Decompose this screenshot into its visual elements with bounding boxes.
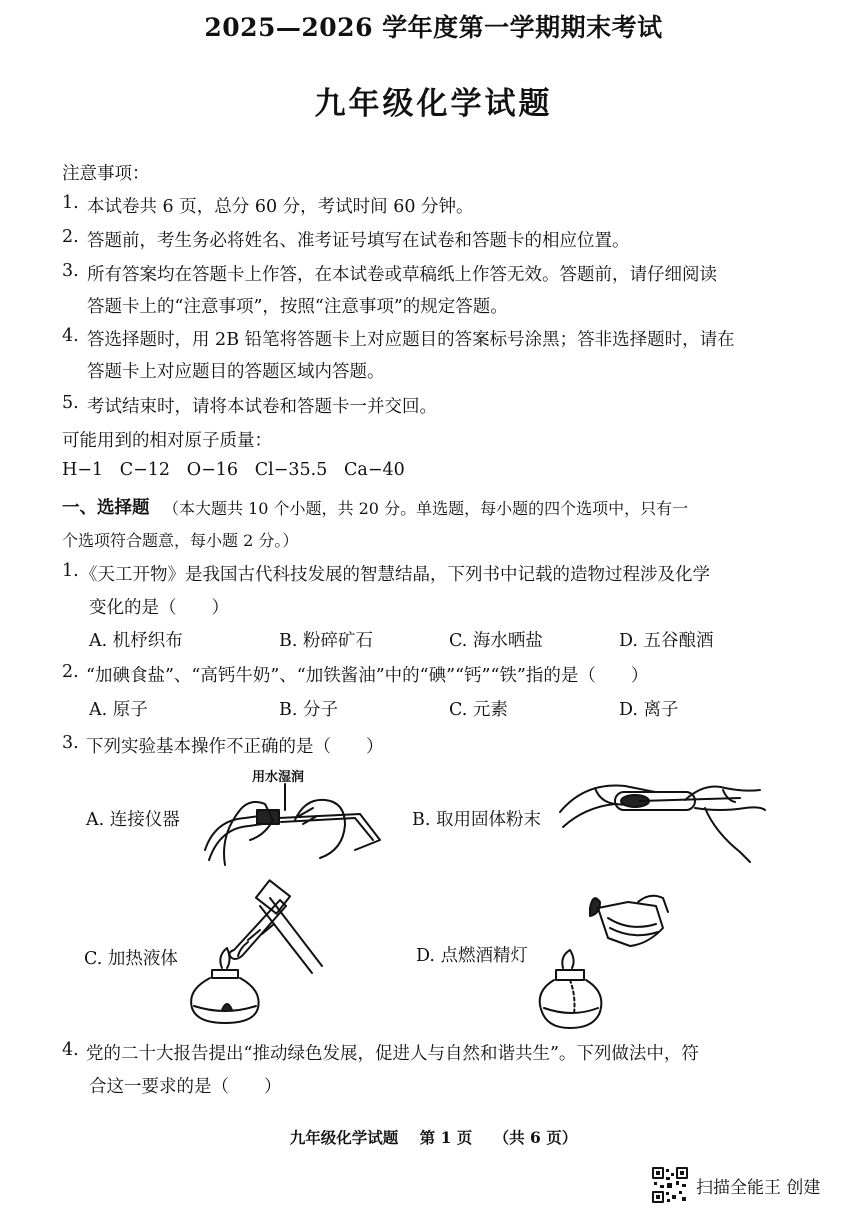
question-1-option-a: A. 机杼织布 xyxy=(89,631,183,651)
question-3-stem: 下列实验基本操作不正确的是（ ） xyxy=(86,737,384,757)
atomic-mass-heading: 可能用到的相对原子质量： xyxy=(62,431,272,451)
figure-a-connect-apparatus xyxy=(195,780,385,870)
notice-item-4-text-line1: 答选择题时，用 2B 铅笔将答题卡上对应题目的答案标号涂黑；答非选择题时，请在 xyxy=(87,330,735,350)
question-1-option-c: C. 海水晒盐 xyxy=(449,631,543,651)
notice-item-4-num: 4. xyxy=(62,326,79,346)
notice-item-5-num: 5. xyxy=(62,393,79,413)
notice-item-3-text-line1: 所有答案均在答题卡上作答，在本试卷或草稿纸上作答无效。答题前，请仔细阅读 xyxy=(87,265,717,285)
question-3-option-b: B. 取用固体粉末 xyxy=(412,810,541,830)
question-2-option-c: C. 元素 xyxy=(449,700,508,720)
notice-item-3-num: 3. xyxy=(62,261,79,281)
notice-item-1-num: 1. xyxy=(62,193,79,213)
notice-item-1-text: 本试卷共 6 页，总分 60 分，考试时间 60 分钟。 xyxy=(87,197,474,217)
notice-item-2-num: 2. xyxy=(62,227,79,247)
paper-title: 九年级化学试题 xyxy=(314,86,553,122)
section-instruction-line1: （本大题共 10 个小题，共 20 分。单选题，每小题的四个选项中，只有一 xyxy=(163,499,689,518)
question-1-stem-line2: 变化的是（ ） xyxy=(89,598,229,618)
notice-heading: 注意事项： xyxy=(62,164,150,184)
notice-item-5-text: 考试结束时，请将本试卷和答题卡一并交回。 xyxy=(87,397,437,417)
question-4-num: 4. xyxy=(62,1040,79,1060)
question-1-option-b: B. 粉碎矿石 xyxy=(279,631,373,651)
question-2-stem: “加碘食盐”、“高钙牛奶”、“加铁酱油”中的“碘”“钙”“铁”指的是（ ） xyxy=(86,666,649,686)
notice-item-3-text-line2: 答题卡上的“注意事项”，按照“注意事项”的规定答题。 xyxy=(87,297,508,317)
question-3-num: 3. xyxy=(62,733,79,753)
section-title: 一、选择题 xyxy=(62,498,150,518)
figure-c-heat-liquid xyxy=(182,878,332,1028)
notice-item-4-text-line2: 答题卡上对应题目的答题区域内答题。 xyxy=(87,362,385,382)
exam-header-title: 2025—2026 学年度第一学期期末考试 xyxy=(204,13,663,42)
figure-b-take-solid-powder xyxy=(555,772,770,867)
page-footer xyxy=(0,1126,867,1148)
footer-subject: 九年级化学试题 xyxy=(289,1128,399,1147)
footer-total-pages: （共 6 页） xyxy=(493,1128,578,1147)
question-3-option-d: D. 点燃酒精灯 xyxy=(416,946,529,966)
question-4-stem-line1: 党的二十大报告提出“推动绿色发展，促进人与自然和谐共生”。下列做法中，符 xyxy=(86,1044,699,1064)
scanner-watermark xyxy=(652,1165,820,1205)
question-1-num: 1. xyxy=(62,561,79,581)
scanner-label: 扫描全能王 创建 xyxy=(696,1177,821,1198)
question-2-num: 2. xyxy=(62,662,79,682)
question-2-option-a: A. 原子 xyxy=(89,700,148,720)
question-3-option-c: C. 加热液体 xyxy=(84,949,178,969)
question-2-option-b: B. 分子 xyxy=(279,700,338,720)
atomic-mass-values: H−1 C−12 O−16 Cl−35.5 Ca−40 xyxy=(62,460,405,480)
question-4-stem-line2: 合这一要求的是（ ） xyxy=(89,1077,282,1097)
qr-code-icon xyxy=(652,1167,688,1203)
question-2-option-d: D. 离子 xyxy=(619,700,679,720)
question-3-option-a: A. 连接仪器 xyxy=(86,810,180,830)
footer-page-number: 第 1 页 xyxy=(419,1128,473,1147)
section-instruction-line2: 个选项符合题意，每小题 2 分。） xyxy=(62,531,299,550)
question-1-option-d: D. 五谷酿酒 xyxy=(619,631,714,651)
figure-d-light-alcohol-lamp xyxy=(538,888,673,1038)
question-1-stem-line1: 《天工开物》是我国古代科技发展的智慧结晶，下列书中记载的造物过程涉及化学 xyxy=(80,565,710,585)
figure-a-annotation: 用水湿润 xyxy=(252,770,305,785)
notice-item-2-text: 答题前，考生务必将姓名、准考证号填写在试卷和答题卡的相应位置。 xyxy=(87,231,630,251)
